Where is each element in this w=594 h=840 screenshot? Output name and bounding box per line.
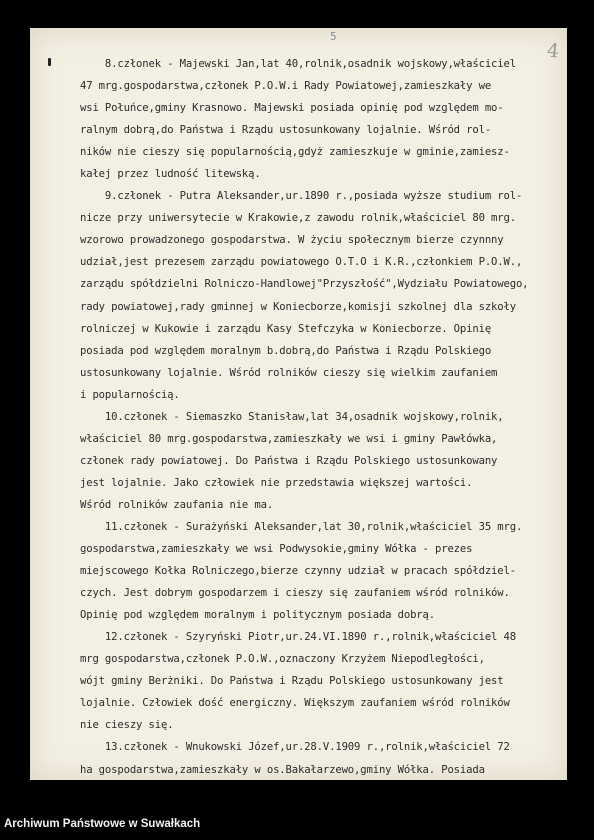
document-page (30, 28, 567, 780)
punch-mark (48, 58, 51, 66)
text-line: 11.członek - Surażyński Aleksander,lat 30,rolnik,właściciel 35 mrg. (80, 520, 523, 533)
text-line: ników nie cieszy się popularnością,gdyż zamieszkuje w gminie,zamiesz- (80, 146, 510, 159)
text-line: lojalnie. Człowiek dość energiczny. Większym zaufaniem wśród rolników (80, 697, 510, 710)
text-line: zarządu spółdzielni Rolniczo-Handlowej"Przyszłość",Wydziału Powiatowego, (80, 278, 529, 291)
text-line: właściciel 80 mrg.gospodarstwa,zamieszkały we wsi i gminy Pawłówka, (80, 432, 498, 445)
text-line: członek rady powiatowej. Do Państwa i Rządu Polskiego ustosunkowany (80, 454, 498, 467)
text-line: ustosunkowany lojalnie. Wśród rolników cieszy się wielkim zaufaniem (80, 366, 498, 379)
text-line: kałej przez ludność litewską. (80, 168, 261, 181)
text-line: nicze przy uniwersytecie w Krakowie,z zawodu rolnik,właściciel 80 mrg. (80, 212, 516, 225)
document-text (80, 53, 565, 781)
text-line: czych. Jest dobrym gospodarzem i cieszy się zaufaniem wśród rolników. (80, 587, 510, 600)
corner-mark: 5 (330, 30, 337, 43)
text-line: gospodarstwa,zamieszkały we wsi Podwysokie,gminy Wółka - prezes (80, 543, 473, 556)
text-line: miejscowego Kołka Rolniczego,bierze czynny udział w pracach spółdziel- (80, 565, 516, 578)
text-line: Opinię pod względem moralnym i politycznym posiada dobrą. (80, 609, 435, 622)
page-number: 4 (545, 39, 561, 63)
text-line: ralnym dobrą,do Państwa i Rządu ustosunkowany lojalnie. Wśród rol- (80, 124, 492, 137)
text-line: posiada pod względem moralnym b.dobrą,do Państwa i Rządu Polskiego (80, 344, 492, 357)
text-line: 10.członek - Siemaszko Stanisław,lat 34,osadnik wojskowy,rolnik, (80, 410, 504, 423)
text-line: wsi Połuńce,gminy Krasnowo. Majewski posiada opinię pod względem mo- (80, 102, 504, 115)
text-line: 13.członek - Wnukowski Józef,ur.28.V.1909 r.,rolnik,właściciel 72 (80, 741, 510, 754)
text-line: 12.członek - Szyryński Piotr,ur.24.VI.1890 r.,rolnik,właściciel 48 (80, 631, 516, 644)
text-line: udział,jest prezesem zarządu powiatowego O.T.O i K.R.,członkiem P.O.W., (80, 256, 523, 269)
text-line: wzorowo prowadzonego gospodarstwa. W życiu społecznym bierze czynnny (80, 234, 504, 247)
text-line: ha gospodarstwa,zamieszkały w os.Bakałarzewo,gminy Wółka. Posiada (80, 763, 485, 776)
text-line: rolniczej w Kukowie i zarządu Kasy Stefczyka w Koniecborze. Opinię (80, 322, 492, 335)
text-line: Wśród rolników zaufania nie ma. (80, 498, 274, 511)
text-line: 47 mrg.gospodarstwa,członek P.O.W.i Rady Powiatowej,zamieszkały we (80, 80, 492, 93)
archive-name: Archiwum Państwowe w Suwałkach (4, 818, 201, 830)
text-line: rady powiatowej,rady gminnej w Koniecborze,komisji szkolnej dla szkoły (80, 300, 516, 313)
text-line: 8.członek - Majewski Jan,lat 40,rolnik,osadnik wojskowy,właściciel (80, 58, 516, 70)
text-line: jest lojalnie. Jako człowiek nie przedstawia większej wartości. (80, 476, 473, 489)
text-line: nie cieszy się. (80, 719, 174, 732)
text-line: 9.członek - Putra Aleksander,ur.1890 r.,posiada wyższe studium rol- (80, 190, 523, 203)
text-line: i popularnością. (80, 388, 180, 401)
text-line: wójt gminy Berżniki. Do Państwa i Rządu Polskiego ustosunkowany jest (80, 675, 504, 688)
text-line: mrg gospodarstwa,członek P.O.W.,oznaczony Krzyżem Niepodległości, (80, 653, 485, 666)
